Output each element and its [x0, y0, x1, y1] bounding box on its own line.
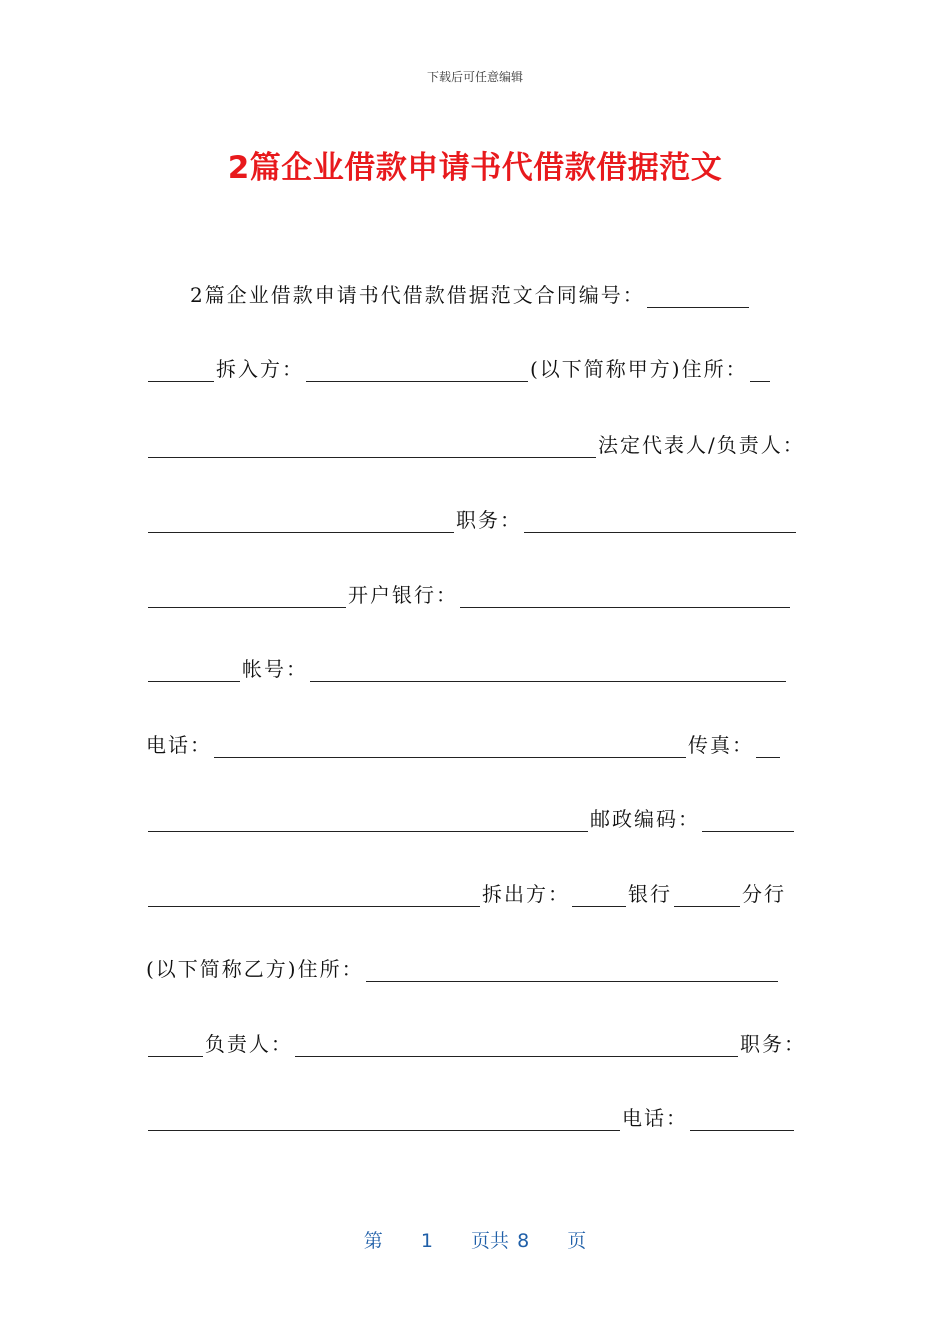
bank-line: [146, 578, 806, 608]
contract-number-blank: [647, 287, 749, 308]
fax-label: 传真：: [688, 733, 754, 757]
phone-b-label: 电话：: [622, 1106, 688, 1130]
party-b-address-line: [146, 952, 806, 982]
responsible-label: 负责人：: [204, 1032, 293, 1056]
account-line: [146, 652, 806, 682]
page-end-word: 页: [567, 1230, 587, 1252]
blank: [148, 361, 214, 382]
position-continue-blank: [148, 587, 346, 608]
page-word: 第: [363, 1230, 383, 1252]
document-title: 2篇企业借款申请书代借款借据范文: [227, 150, 723, 186]
lender-line: [146, 877, 806, 907]
bank-word: 银行: [628, 882, 672, 906]
bank-label: 开户银行：: [348, 583, 458, 607]
address-blank: [750, 361, 770, 382]
account-blank: [310, 661, 786, 682]
position-b-blank: [148, 1110, 620, 1131]
postal-code-blank: [702, 811, 794, 832]
postal-continue-blank: [148, 886, 480, 907]
address-b-continue-blank: [148, 1036, 203, 1057]
page-footer: [0, 1226, 950, 1253]
bank-blank: [460, 587, 790, 608]
contract-number-label: 2篇企业借款申请书代借款借据范文合同编号：: [190, 283, 645, 307]
phone-b-line: [146, 1101, 806, 1131]
postal-code-label: 邮政编码：: [590, 807, 700, 831]
borrower-label: 拆入方：: [216, 357, 304, 381]
lender-label: 拆出方：: [482, 882, 570, 906]
total-pages: 8: [517, 1230, 530, 1252]
bank-continue-blank: [148, 661, 240, 682]
responsible-line: [146, 1027, 806, 1057]
borrower-name-blank: [306, 361, 528, 382]
phone-blank: [214, 737, 686, 758]
phone-b-blank: [690, 1110, 794, 1131]
position-blank: [524, 512, 796, 533]
page-number: 1: [420, 1230, 433, 1252]
account-label: 帐号：: [242, 657, 308, 681]
branch-blank: [674, 886, 740, 907]
lender-blank: [572, 886, 626, 907]
position-b-label: 职务：: [740, 1032, 806, 1056]
party-b-address-blank: [366, 961, 778, 982]
fax-continue-blank: [148, 811, 588, 832]
legal-rep-line: [146, 428, 806, 458]
legal-rep-label: 法定代表人/负责人：: [598, 433, 805, 457]
position-line: [146, 503, 806, 533]
borrower-line: [146, 352, 806, 382]
phone-label: 电话：: [146, 733, 212, 757]
fax-blank: [756, 737, 780, 758]
responsible-blank: [295, 1036, 738, 1057]
page-of-word: 页共: [471, 1230, 510, 1252]
legal-rep-blank: [148, 512, 454, 533]
party-b-address-label: (以下简称乙方)住所：: [146, 957, 364, 981]
phone-fax-line: [146, 728, 806, 758]
download-note: 下载后可任意编辑: [426, 70, 523, 84]
address-continue-blank: [148, 437, 596, 458]
party-a-address-label: (以下简称甲方)住所：: [530, 357, 748, 381]
branch-word: 分行: [742, 882, 786, 906]
contract-number-line: [190, 278, 800, 308]
postal-code-line: [146, 802, 806, 832]
position-label: 职务：: [456, 508, 522, 532]
